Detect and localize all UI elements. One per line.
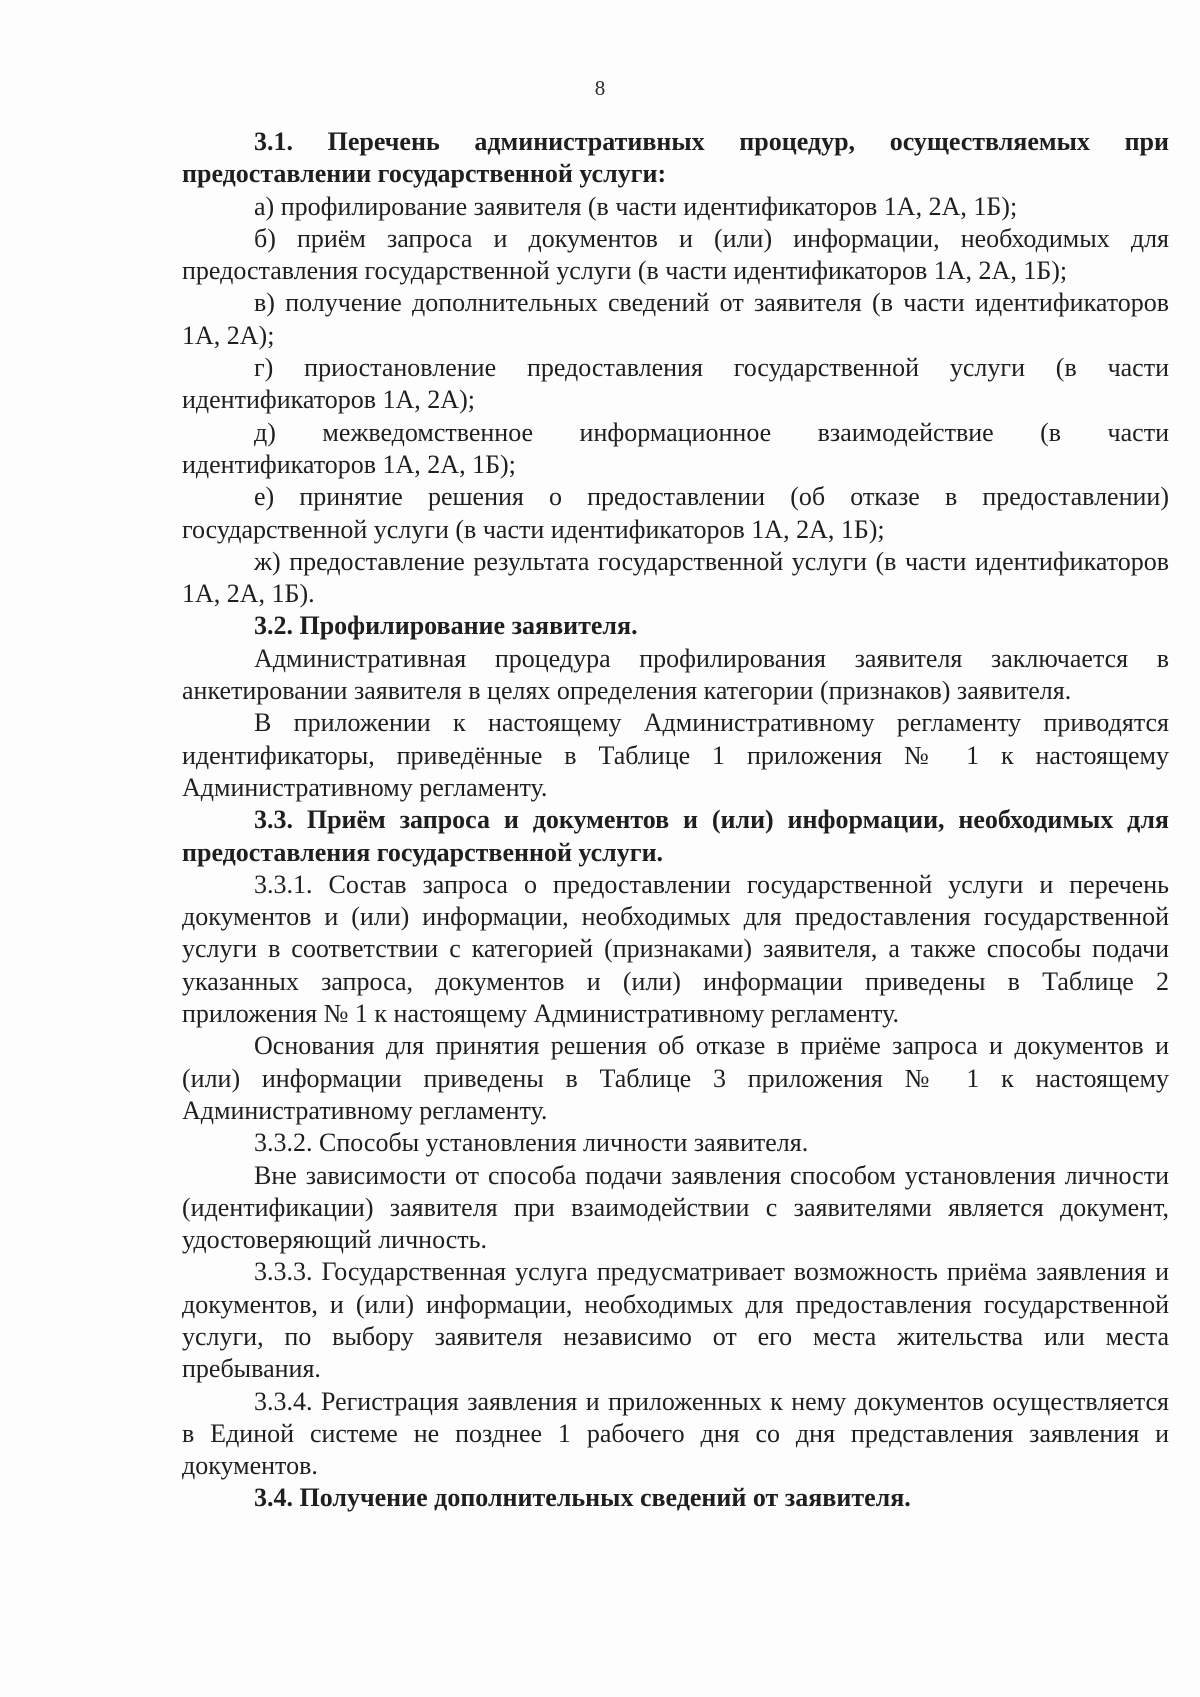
section-heading-3-1: 3.1. Перечень административных процедур, осуществляемых при предоставлении государственной услуги: bbox=[182, 127, 1169, 189]
list-item-b: б) приём запроса и документов и (или) информации, необходимых для предоставления государственной услуги (в части идентификаторов 1А, 2А, 1Б); bbox=[182, 223, 1169, 286]
paragraph-3-3-1: 3.3.1. Состав запроса о предоставлении государственной услуги и перечень документов и (или) информации, необходимых для предоставления государственной услуги в соответствии с категорией (признаками) заявителя, а также способы подачи указанных запроса, документов и (или) информации приведены в Таблице 2 приложения № 1 к настоящему Административному регламенту. bbox=[182, 869, 1169, 1029]
paragraph: Административная процедура профилирования заявителя заключается в анкетировании заявителя в целях определения категории (признаков) заявителя. bbox=[182, 643, 1169, 706]
list-item-a: а) профилирование заявителя (в части идентификаторов 1А, 2А, 1Б); bbox=[254, 191, 1018, 221]
section-heading-3-2: 3.2. Профилирование заявителя. bbox=[254, 611, 638, 641]
paragraph: Вне зависимости от способа подачи заявления способом установления личности (идентификации) заявителя при взаимодействии с заявителями является документ, удостоверяющий личность. bbox=[182, 1160, 1169, 1255]
paragraph-3-3-3: 3.3.3. Государственная услуга предусматривает возможность приёма заявления и документов, и (или) информации, необходимых для предоставления государственной услуги, по выбору заявителя независимо от его места жительства или места пребывания. bbox=[182, 1257, 1169, 1384]
paragraph: В приложении к настоящему Административному регламенту приводятся идентификаторы, приведённые в Таблице 1 приложения № 1 к настоящему Административному регламенту. bbox=[182, 708, 1169, 802]
paragraph: Основания для принятия решения об отказе в приёме запроса и документов и (или) информации приведены в Таблице 3 приложения № 1 к настоящему Административному регламенту. bbox=[182, 1031, 1169, 1125]
section-heading-3-3: 3.3. Приём запроса и документов и (или) информации, необходимых для предоставления государственной услуги. bbox=[182, 805, 1169, 867]
list-item-e: е) принятие решения о предоставлении (об отказе в предоставлении) государственной услуги (в части идентификаторов 1А, 2А, 1Б); bbox=[182, 482, 1169, 544]
document-body bbox=[182, 126, 1169, 1515]
list-item-g: г) приостановление предоставления государственной услуги (в части идентификаторов 1А, 2А); bbox=[182, 353, 1169, 415]
list-item-v: в) получение дополнительных сведений от заявителя (в части идентификаторов 1А, 2А); bbox=[182, 288, 1169, 350]
page-number: 8 bbox=[594, 76, 606, 100]
list-item-zh: ж) предоставление результата государственной услуги (в части идентификаторов 1А, 2А, 1Б). bbox=[182, 546, 1169, 609]
section-heading-3-4: 3.4. Получение дополнительных сведений от заявителя. bbox=[254, 1483, 911, 1513]
paragraph-3-3-4: 3.3.4. Регистрация заявления и приложенных к нему документов осуществляется в Единой системе не позднее 1 рабочего дня со дня представления заявления и документов. bbox=[182, 1386, 1169, 1481]
paragraph-3-3-2: 3.3.2. Способы установления личности заявителя. bbox=[254, 1128, 809, 1158]
list-item-d: д) межведомственное информационное взаимодействие (в части идентификаторов 1А, 2А, 1Б); bbox=[182, 417, 1169, 479]
